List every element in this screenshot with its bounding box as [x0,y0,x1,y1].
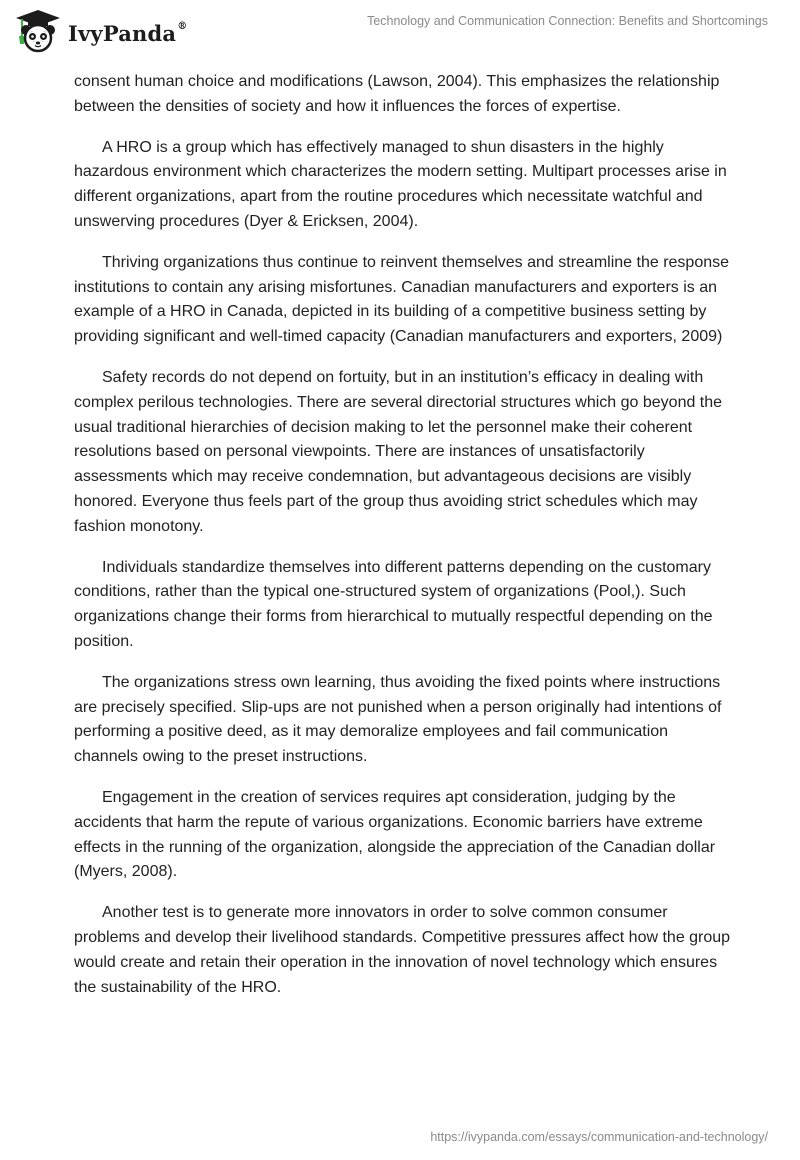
paragraph: A HRO is a group which has effectively managed to shun disasters in the highly hazardous environment which characterizes the modern setting. Multipart processes arise in different organizations, apart from the routine procedures which necessitate watchful and unswerving procedures (Dyer & Ericksen, 2004). [74,138,727,230]
paragraph: The organizations stress own learning, thus avoiding the fixed points where instructions are precisely specified. Slip-ups are not punished when a person originally had intentions of performing a positive deed, as it may demoralize employees and fail communication channels owing to the preset instructions. [74,673,722,766]
ivypanda-logo[interactable] [14,8,187,54]
paragraph: Thriving organizations thus continue to reinvent themselves and streamline the response institutions to contain any arising misfortunes. Canadian manufacturers and exporters is an example of a HRO in Canada, depicted in its building of a competitive business setting by providing significant and well-timed capacity (Canadian manufacturers and exporters, 2009) [74,253,730,346]
paragraph: consent human choice and modifications (Lawson, 2004). This emphasizes the relationship between the densities of society and how it influences the forces of expertise. [74,73,720,115]
essay-body [74,70,734,1016]
paragraph: Another test is to generate more innovators in order to solve common consumer problems and develop their livelihood standards. Competitive pressures affect how the group would create and retain their operation in the innovation of novel technology which ensures the sustainability of the HRO. [74,904,731,996]
registered-mark: ® [177,20,188,32]
document-title: Technology and Communication Connection: Benefits and Shortcomings [367,14,768,28]
panda-graduate-icon [14,8,62,54]
paragraph: Engagement in the creation of services requires apt consideration, judging by the accidents that harm the repute of various organizations. Economic barriers have extreme effects in the running of the organization, alongside the appreciation of the Canadian dollar (Myers, 2008). [74,788,716,881]
brand-name: IvyPanda® [68,20,188,46]
paragraph: Safety records do not depend on fortuity, but in an institution’s efficacy in dealing with complex perilous technologies. There are several directorial structures which go beyond the usual traditional hierarchies of decision making to let the personnel make their coherent resolutions based on personal viewpoints. There are instances of unsatisfactorily assessments which may receive condemnation, but advantageous decisions are visibly honored. Everyone thus feels part of the group thus avoiding strict schedules which may fashion monotony. [74,368,723,535]
paragraph: Individuals standardize themselves into different patterns depending on the customary conditions, rather than the typical one-structured system of organizations (Pool,). Such organizations change their forms from hierarchical to mutually respectful depending on the position. [74,558,713,650]
page-header [0,0,800,70]
source-url[interactable]: https://ivypanda.com/essays/communication-and-technology/ [430,1130,768,1144]
